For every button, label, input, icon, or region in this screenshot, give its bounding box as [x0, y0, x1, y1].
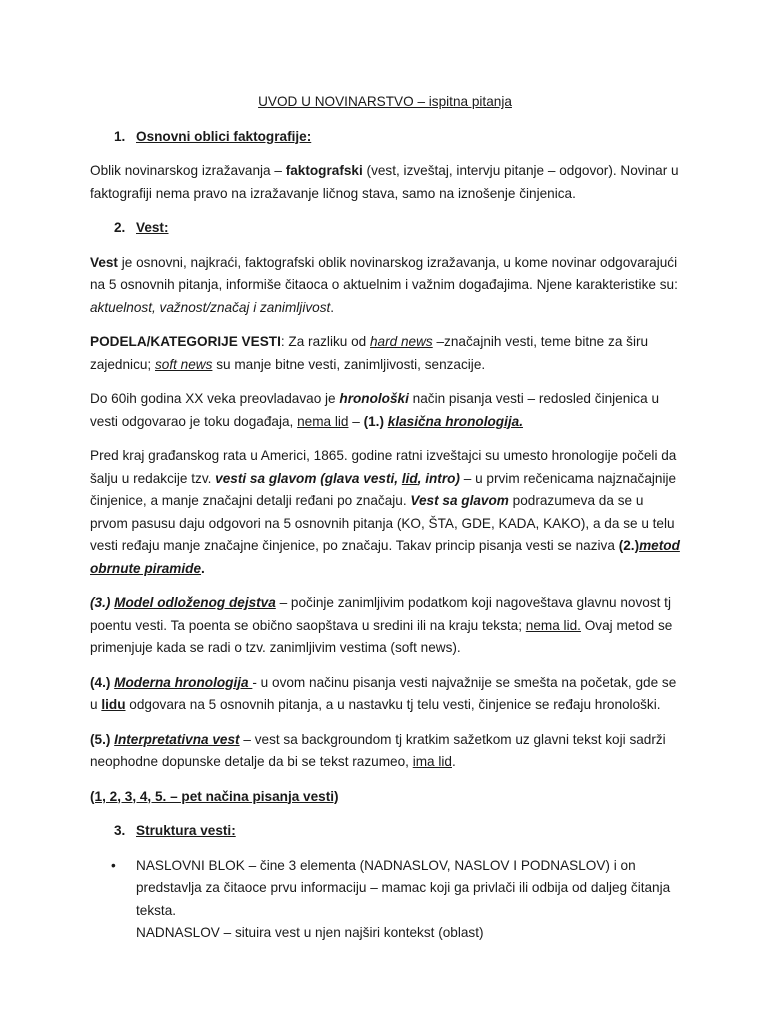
section-heading-1 [90, 126, 680, 149]
bold-term: faktografski [285, 163, 363, 178]
bold-term: Vest [90, 254, 118, 270]
paragraph-interpretativna-vest [90, 729, 680, 774]
paragraph-podela-vesti [90, 331, 680, 376]
section-number: 1. [114, 128, 126, 144]
text-run: - u ovom načinu pisanja vesti najvažnije se smešta na početak, gde se u [90, 674, 677, 712]
paragraph-vest-definition [90, 252, 680, 320]
underlined-term: (1, 2, 3, 4, 5. – pet načina pisanja vesti) [90, 788, 339, 804]
underlined-term: nema lid [297, 413, 349, 429]
text-run: NASLOVNI BLOK – čine 3 elementa (NADNASLOV, NASLOV I PODNASLOV) i on predstavlja za čitaoce prvu informaciju – mamac koji ga privlači ili odbija od daljeg čitanja teksta. [136, 857, 671, 918]
paragraph-odlozeno-dejstvo [90, 592, 680, 660]
text-run: –značajnih vesti, teme bitne za širu zajednicu; [90, 334, 649, 372]
underlined-term: Interpretativna vest [114, 731, 240, 747]
document-content [90, 91, 680, 945]
text-run: . [330, 299, 335, 315]
section-title: Vest: [136, 220, 169, 235]
section-number: 3. [114, 823, 126, 838]
text-run: Oblik novinarskog izražavanja – [90, 163, 286, 178]
underlined-term: ima lid [412, 754, 452, 769]
text-run: – u prvim rečenicama najznačajnije činjenice, a manje značajni detalji ređani po značaju. [90, 470, 677, 508]
bold-term: (2.) [618, 538, 640, 553]
bold-term: . [201, 560, 205, 576]
section-heading-3 [90, 820, 680, 843]
list-item [90, 855, 680, 945]
section-heading-2 [90, 217, 680, 240]
underlined-term: nema lid. [525, 617, 581, 633]
bold-term: (5.) [90, 731, 115, 747]
underlined-term: Moderna hronologija [114, 674, 253, 690]
underlined-term: lidu [101, 697, 126, 712]
underlined-term: klasična hronologija. [387, 413, 523, 429]
text-run: način pisanja vesti – redosled činjenica u vesti odgovarao je toku događaja, [90, 391, 659, 429]
underlined-term: hard news [370, 334, 433, 349]
paragraph-moderna-hronologija [90, 672, 680, 717]
paragraph-hronoloski [90, 388, 680, 433]
underlined-term: soft news [155, 356, 213, 372]
bold-term: (1.) [363, 413, 388, 429]
text-run: : Za razliku od [280, 334, 370, 349]
text-run: . [451, 754, 456, 769]
section-title: Osnovni oblici faktografije: [136, 128, 312, 144]
paragraph-faktografija [90, 160, 680, 205]
section-number: 2. [114, 220, 126, 235]
text-run: – [348, 413, 364, 429]
text-run: odgovara na 5 osnovnih pitanja, a u nastavku tj telu vesti, činjenice se ređaju hronološki. [125, 697, 661, 712]
bold-italic-term: hronološki [339, 391, 409, 406]
bold-italic-term: , intro) [417, 470, 460, 486]
text-run: – počinje zanimljivim podatkom koji nagoveštava glavnu novost tj poentu vesti. Ta poenta se obično saopštava u sredini ili na kraju teksta; [90, 595, 671, 633]
text-run: su manje bitne vesti, zanimljivosti, senzacije. [212, 356, 486, 372]
bold-italic-term: (3.) [90, 595, 115, 610]
section-title: Struktura vesti: [136, 823, 236, 838]
bullet-icon: • [111, 857, 116, 873]
bold-term: PODELA/KATEGORIJE VESTI [90, 334, 281, 349]
paragraph-summary [90, 786, 680, 809]
document-title: UVOD U NOVINARSTVO – ispitna pitanja [258, 94, 512, 109]
text-run: (vest, izveštaj, intervju pitanje – odgovor). Novinar u faktografiji nema pravo na izražavanje ličnog stava, samo na iznošenje činjenica. [90, 163, 679, 201]
bullet-list [90, 855, 680, 945]
bold-italic-term: vesti sa glavom (glava vesti, [215, 470, 402, 486]
text-run: Ovaj metod se primenjuje kada se radi o tzv. zanimljivim vestima (soft news). [90, 617, 673, 655]
text-run: je osnovni, najkraći, faktografski oblik novinarskog izražavanja, u kome novinar odgovarajući na 5 osnovnih pitanja, informiše čitaoca o aktuelnim i važnim događajima. Njene karakteristike su: [90, 254, 678, 292]
underlined-term: metod obrnute piramide [90, 538, 680, 576]
text-run: podrazumeva da se u prvom pasusu daju odgovori na 5 osnovnih pitanja (KO, ŠTA, GDE, KADA, KAKO), a da se u telu vesti ređaju manje značajne činjenice, po značaju. Takav princip pisanja vesti se naziva [90, 493, 675, 553]
italic-term: aktuelnost, važnost/značaj i zanimljivost [90, 299, 331, 315]
underlined-term: Model odloženog dejstva [114, 595, 276, 610]
underlined-term: lid [401, 470, 418, 486]
text-run: NADNASLOV – situira vest u njen najširi kontekst (oblast) [136, 925, 484, 940]
text-run: – vest sa backgroundom tj kratkim sažetkom uz glavni tekst koji sadrži neophodne dopunske detalje da bi se tekst razumeo, [90, 731, 666, 769]
paragraph-vesti-sa-glavom [90, 445, 680, 580]
bold-term: (4.) [90, 674, 115, 690]
bold-italic-term: Vest sa glavom [410, 493, 509, 508]
text-run: Pred kraj građanskog rata u Americi, 1865. godine ratni izveštajci su umesto hronologije počeli da šalju u redakcije tzv. [90, 448, 677, 486]
text-run: Do 60ih godina XX veka preovladavao je [90, 391, 340, 406]
